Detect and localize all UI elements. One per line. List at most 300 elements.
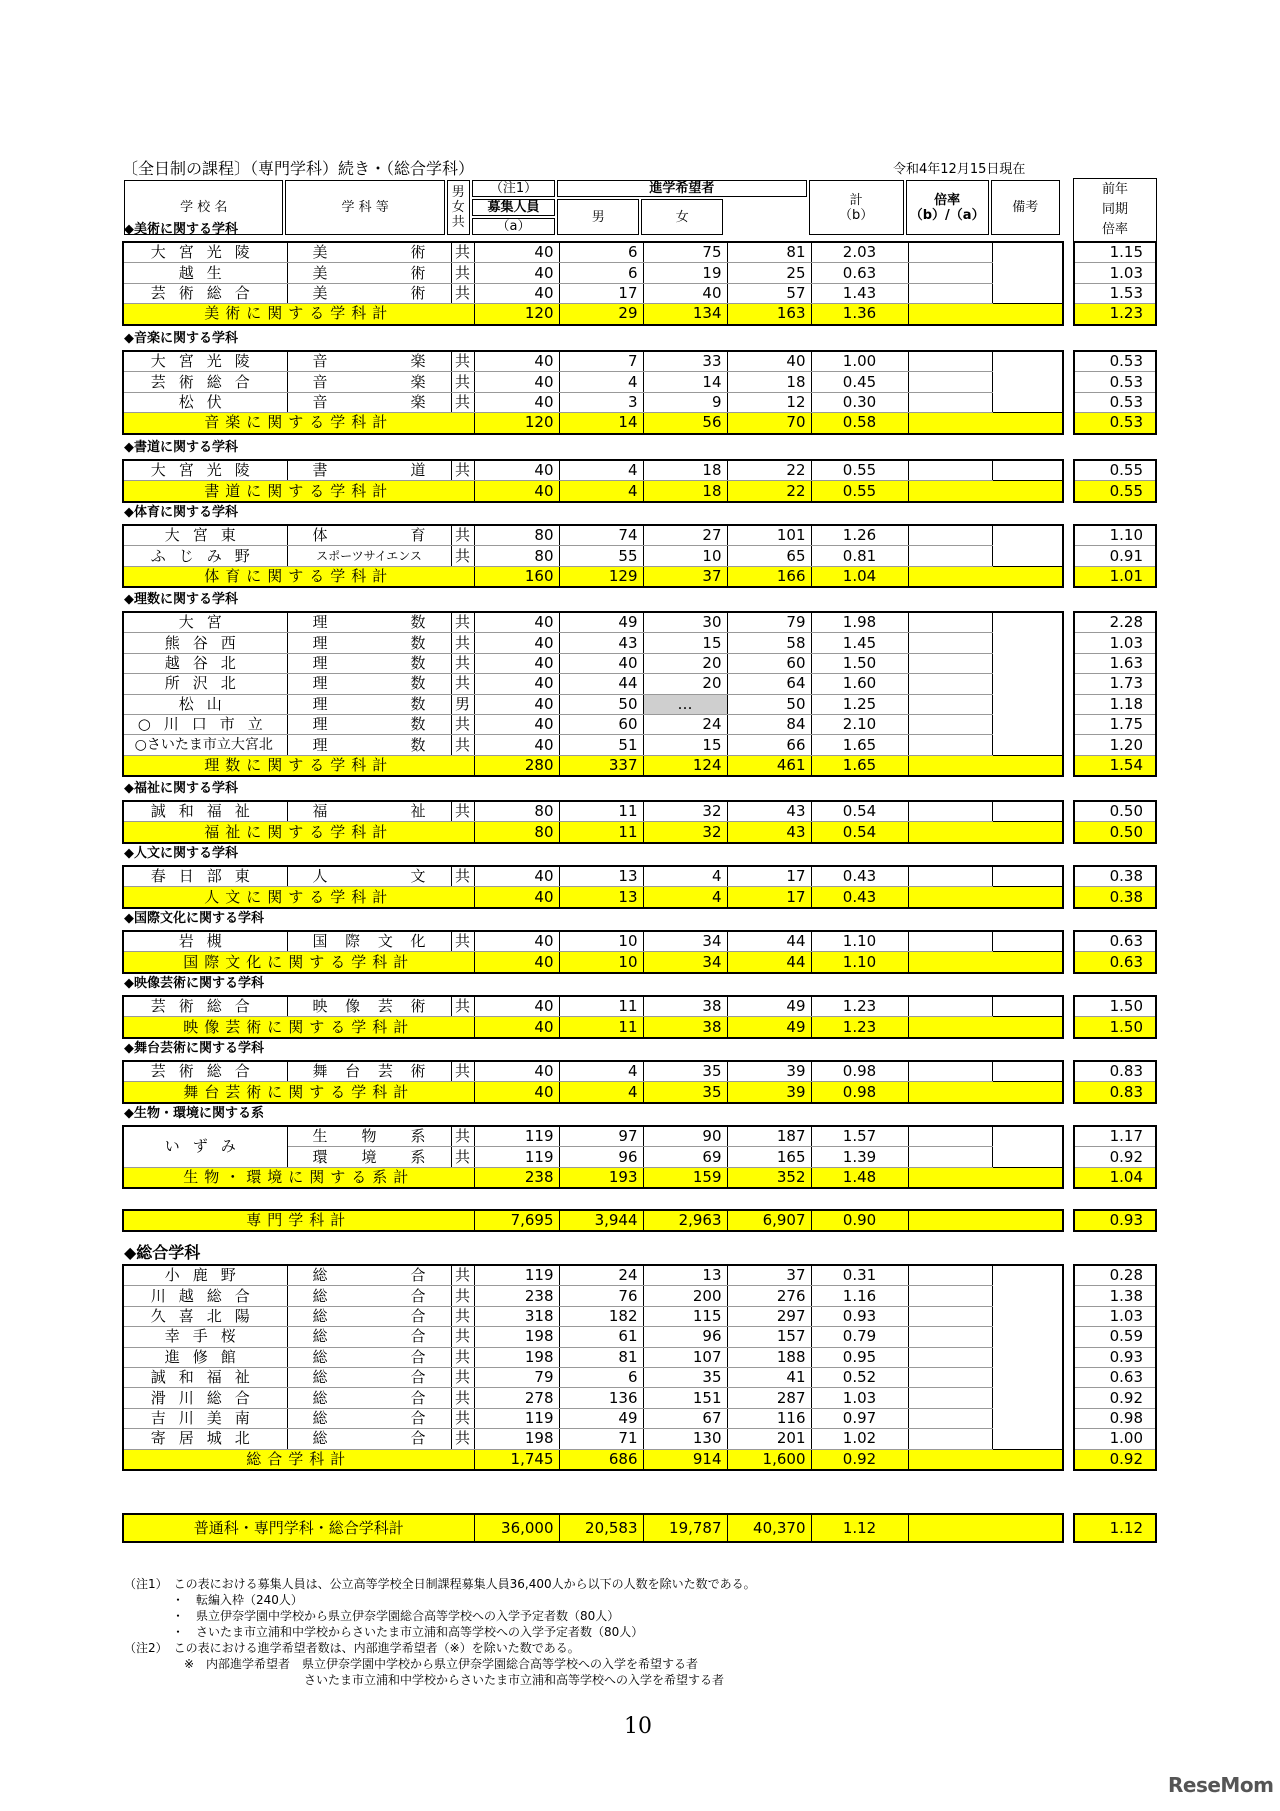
female-count: 914 [643,1449,727,1470]
department: 人文 [287,866,451,887]
as-of-date: 令和4年12月15日現在 [893,162,1026,177]
female-count: 4 [643,887,727,908]
male-count: 6 [559,1367,643,1387]
prev-ratio-table [1073,459,1157,503]
total-count: 276 [727,1286,811,1306]
prev-ratio-table [1073,611,1157,777]
capacity: 120 [474,304,559,325]
capacity: 40 [474,735,559,755]
prev-ratio: 1.10 [1074,525,1156,546]
total-label: 専門学科計 [123,1210,474,1231]
total-row [1074,481,1156,502]
capacity: 80 [474,822,559,843]
total-count: 287 [727,1388,811,1408]
ratio: 1.25 [811,694,908,714]
table-row [1074,283,1156,303]
remarks [908,304,1063,325]
ratio: 1.23 [811,1017,908,1038]
capacity: 198 [474,1429,559,1449]
total-label: 福祉に関する学科計 [123,822,474,843]
department: 美術 [287,242,451,263]
table-row [123,633,1063,653]
section-label: ◆書道に関する学科 [124,440,238,455]
table-row [1074,996,1156,1017]
total-count: 165 [727,1147,811,1167]
capacity: 40 [474,887,559,908]
total-row [123,481,1063,502]
col-applicants: 進学希望者 [557,180,806,197]
table-row [1074,694,1156,714]
remarks [908,952,1063,973]
school-name: 芸術総合 [123,283,287,303]
remarks [908,694,992,714]
male-count: 13 [559,866,643,887]
total-count: 66 [727,735,811,755]
department: 美術 [287,283,451,303]
sex-type: 共 [451,546,474,566]
capacity: 119 [474,1408,559,1428]
capacity: 40 [474,1061,559,1082]
prev-ratio: 0.98 [1074,1408,1156,1428]
capacity: 40 [474,612,559,633]
total-row [1074,413,1156,434]
remarks [908,1408,992,1428]
male-count: 7 [559,351,643,372]
section-label: ◆音楽に関する学科 [124,331,238,346]
total-row [123,1514,1063,1542]
ratio: 0.97 [811,1408,908,1428]
sex-type: 共 [451,1147,474,1167]
table-row [1074,1061,1156,1082]
female-count: 24 [643,714,727,734]
capacity: 40 [474,392,559,412]
school-name: 大宮光陵 [123,351,287,372]
table-row [1074,1367,1156,1387]
prev-ratio: 0.53 [1074,351,1156,372]
remarks [908,801,992,822]
ratio: 1.43 [811,283,908,303]
female-count: 159 [643,1167,727,1188]
ratio: 0.79 [811,1327,908,1347]
col-capacity-a: （a） [472,218,556,235]
male-count: 60 [559,714,643,734]
female-count: 35 [643,1367,727,1387]
capacity: 40 [474,931,559,952]
remarks [908,1327,992,1347]
col-total [809,180,904,235]
prev-ratio: 1.63 [1074,653,1156,673]
total-label: 美術に関する学科計 [123,304,474,325]
ratio: 1.60 [811,674,908,694]
prev-ratio: 1.03 [1074,1306,1156,1326]
total-row [123,887,1063,908]
table-row [1074,460,1156,481]
prev-ratio: 1.03 [1074,263,1156,283]
male-count: 44 [559,674,643,694]
prev-ratio: 0.92 [1074,1147,1156,1167]
table-row [123,283,1063,303]
capacity: 40 [474,714,559,734]
sex-type: 共 [451,1327,474,1347]
prev-ratio: 0.55 [1074,481,1156,502]
female-count: … [643,694,727,714]
table-row [123,931,1063,952]
table-row [123,1061,1063,1082]
female-count: 35 [643,1082,727,1103]
total-label: 理数に関する学科計 [123,755,474,776]
sex-type: 共 [451,653,474,673]
sex-type: 共 [451,1429,474,1449]
school-name: 芸術総合 [123,1061,287,1082]
capacity: 40 [474,242,559,263]
female-count: 27 [643,525,727,546]
capacity: 40 [474,996,559,1017]
male-count: 96 [559,1147,643,1167]
ratio: 2.03 [811,242,908,263]
department: 総合 [287,1265,451,1286]
prev-ratio: 0.50 [1074,822,1156,843]
prev-ratio: 1.23 [1074,304,1156,325]
female-count: 35 [643,1061,727,1082]
department: 総合 [287,1347,451,1367]
remarks [908,566,1063,587]
total-row [1074,1167,1156,1188]
prev-ratio: 1.38 [1074,1286,1156,1306]
school-name: 越生 [123,263,287,283]
male-count: 55 [559,546,643,566]
school-name: 熊谷西 [123,633,287,653]
school-name: 芸術総合 [123,996,287,1017]
table-row [1074,1265,1156,1286]
school-name: 川越総合 [123,1286,287,1306]
male-count: 11 [559,996,643,1017]
school-name: 岩槻 [123,931,287,952]
sex-type: 共 [451,1061,474,1082]
ratio: 1.36 [811,304,908,325]
remarks [908,242,992,263]
department: 総合 [287,1327,451,1347]
col-remarks: 備考 [991,180,1060,235]
prev-ratio: 1.12 [1074,1514,1156,1542]
capacity: 40 [474,653,559,673]
department: 総合 [287,1408,451,1428]
col-capacity-note: （注1） [472,180,556,197]
table-row [123,996,1063,1017]
total-count: 81 [727,242,811,263]
ratio: 0.92 [811,1449,908,1470]
capacity: 1,745 [474,1449,559,1470]
school-name: 大宮光陵 [123,242,287,263]
table-row [1074,546,1156,566]
col-capacity: 募集人員 [472,199,556,216]
male-count: 43 [559,633,643,653]
table-row [123,1306,1063,1326]
remarks [908,1082,1063,1103]
sex-type: 共 [451,735,474,755]
total-count: 39 [727,1061,811,1082]
ratio: 0.63 [811,263,908,283]
school-name: 春日部東 [123,866,287,887]
school-name: ふじみ野 [123,546,287,566]
remarks [908,1347,992,1367]
capacity: 40 [474,372,559,392]
total-count: 65 [727,546,811,566]
prev-ratio: 0.93 [1074,1347,1156,1367]
male-count: 11 [559,1017,643,1038]
ratio: 1.65 [811,755,908,776]
table-row [1074,1286,1156,1306]
prev-ratio: 0.91 [1074,546,1156,566]
total-row [1074,566,1156,587]
total-count: 44 [727,952,811,973]
total-label: 生物・環境に関する系計 [123,1167,474,1188]
total-count: 22 [727,481,811,502]
female-count: 20 [643,674,727,694]
prev-ratio: 0.28 [1074,1265,1156,1286]
total-count: 43 [727,801,811,822]
watermark-logo: ReseMom [1168,1773,1274,1797]
table-row [123,866,1063,887]
prev-ratio: 0.63 [1074,952,1156,973]
remarks [908,372,992,392]
remarks [908,525,992,546]
section-label: ◆総合学科 [124,1243,201,1262]
total-count: 22 [727,460,811,481]
sex-type: 共 [451,674,474,694]
male-count: 40 [559,653,643,673]
table-row [1074,525,1156,546]
remarks [908,1388,992,1408]
prev-ratio-table [1073,1513,1157,1543]
total-label: 総合学科計 [123,1449,474,1470]
total-count: 461 [727,755,811,776]
total-row [123,304,1063,325]
total-count: 64 [727,674,811,694]
remarks [908,1210,1063,1231]
male-count: 49 [559,1408,643,1428]
total-count: 50 [727,694,811,714]
prev-ratio: 2.28 [1074,612,1156,633]
prev-ratio: 0.92 [1074,1449,1156,1470]
male-count: 14 [559,413,643,434]
capacity: 40 [474,674,559,694]
total-count: 79 [727,612,811,633]
female-count: 34 [643,952,727,973]
table-row [123,392,1063,412]
female-count: 33 [643,351,727,372]
footnote-line: （注2） この表における進学希望者数は、内部進学希望者（※）を除いた数である。 [124,1641,580,1655]
table-row [123,1347,1063,1367]
female-count: 10 [643,546,727,566]
total-count: 188 [727,1347,811,1367]
capacity: 318 [474,1306,559,1326]
remarks [908,653,992,673]
total-count: 40 [727,351,811,372]
section-label: ◆生物・環境に関する系 [124,1106,264,1121]
total-label: 映像芸術に関する学科計 [123,1017,474,1038]
ratio: 1.57 [811,1126,908,1147]
male-count: 11 [559,801,643,822]
sex-type: 共 [451,263,474,283]
male-count: 193 [559,1167,643,1188]
total-count: 12 [727,392,811,412]
remarks [908,481,1063,502]
total-count: 70 [727,413,811,434]
prev-ratio: 0.53 [1074,372,1156,392]
total-row [1074,1449,1156,1470]
female-count: 18 [643,460,727,481]
section-table [122,524,1064,588]
capacity: 80 [474,525,559,546]
table-row [1074,351,1156,372]
ratio: 1.48 [811,1167,908,1188]
total-count: 116 [727,1408,811,1428]
prev-ratio: 0.83 [1074,1082,1156,1103]
female-count: 13 [643,1265,727,1286]
department: 理数 [287,633,451,653]
total-count: 201 [727,1429,811,1449]
remarks [908,1126,992,1147]
remarks [908,931,992,952]
table-row [123,674,1063,694]
school-name: 松伏 [123,392,287,412]
department: 総合 [287,1388,451,1408]
prev-ratio: 0.38 [1074,866,1156,887]
male-count: 20,583 [559,1514,643,1542]
male-count: 4 [559,481,643,502]
table-row [123,460,1063,481]
sex-type: 共 [451,1367,474,1387]
department: 環境系 [287,1147,451,1167]
prev-ratio: 0.50 [1074,801,1156,822]
total-row [123,1167,1063,1188]
total-count: 37 [727,1265,811,1286]
ratio: 1.26 [811,525,908,546]
total-count: 39 [727,1082,811,1103]
prev-ratio-table [1073,1209,1157,1232]
sex-type: 共 [451,1388,474,1408]
total-count: 18 [727,372,811,392]
remarks [908,674,992,694]
capacity: 40 [474,351,559,372]
prev-ratio: 1.53 [1074,283,1156,303]
prev-ratio: 1.75 [1074,714,1156,734]
total-label: 国際文化に関する学科計 [123,952,474,973]
capacity: 40 [474,460,559,481]
capacity: 119 [474,1147,559,1167]
male-count: 136 [559,1388,643,1408]
school-name: 滑川総合 [123,1388,287,1408]
table-row [1074,372,1156,392]
prev-ratio: 1.18 [1074,694,1156,714]
total-row [123,566,1063,587]
prev-ratio: 1.03 [1074,633,1156,653]
capacity: 198 [474,1327,559,1347]
footnotes [124,1576,756,1688]
capacity: 40 [474,633,559,653]
remarks [908,612,992,633]
ratio: 0.90 [811,1210,908,1231]
section-label: ◆体育に関する学科 [124,505,238,520]
section-table [122,930,1064,974]
remarks [908,1286,992,1306]
remarks [908,1306,992,1326]
female-count: 130 [643,1429,727,1449]
female-count: 30 [643,612,727,633]
remarks [908,1265,992,1286]
total-count: 1,600 [727,1449,811,1470]
capacity: 119 [474,1265,559,1286]
prev-ratio: 0.93 [1074,1210,1156,1231]
total-count: 157 [727,1327,811,1347]
section-table [122,1125,1064,1189]
department: 理数 [287,612,451,633]
male-count: 337 [559,755,643,776]
table-row [1074,392,1156,412]
total-count: 44 [727,931,811,952]
remarks [908,1017,1063,1038]
female-count: 4 [643,866,727,887]
table-row [123,735,1063,755]
remarks [908,714,992,734]
school-name: いずみ [123,1126,287,1167]
school-name: 大宮東 [123,525,287,546]
male-count: 81 [559,1347,643,1367]
table-row [1074,653,1156,673]
female-count: 75 [643,242,727,263]
sex-type: 共 [451,612,474,633]
col-ratio-label: 倍率 [934,192,961,208]
grand-total-table [122,1513,1064,1543]
total-count: 58 [727,633,811,653]
male-count: 97 [559,1126,643,1147]
sex-type: 共 [451,1306,474,1326]
prev-ratio: 0.59 [1074,1327,1156,1347]
prev-ratio-table [1073,350,1157,435]
table-row [1074,674,1156,694]
female-count: 90 [643,1126,727,1147]
remarks [908,755,1063,776]
total-count: 57 [727,283,811,303]
male-count: 4 [559,1061,643,1082]
sex-type: 共 [451,801,474,822]
female-count: 69 [643,1147,727,1167]
col-school: 学 校 名 [124,180,283,235]
table-row [1074,1347,1156,1367]
total-count: 166 [727,566,811,587]
department: 舞台芸術 [287,1061,451,1082]
total-row [1074,304,1156,325]
table-row [123,801,1063,822]
female-count: 40 [643,283,727,303]
table-row [1074,931,1156,952]
section-label: ◆映像芸術に関する学科 [124,976,264,991]
school-name: 松山 [123,694,287,714]
school-name: 寄居城北 [123,1429,287,1449]
section-table [122,241,1064,326]
prev-ratio: 0.53 [1074,413,1156,434]
department: 生物系 [287,1126,451,1147]
prev-ratio: 0.63 [1074,931,1156,952]
total-row [123,952,1063,973]
ratio: 1.39 [811,1147,908,1167]
col-ratio [906,180,989,235]
department: 福祉 [287,801,451,822]
prev-ratio-table [1073,930,1157,974]
total-row [123,1449,1063,1470]
department: 美術 [287,263,451,283]
department: 体育 [287,525,451,546]
